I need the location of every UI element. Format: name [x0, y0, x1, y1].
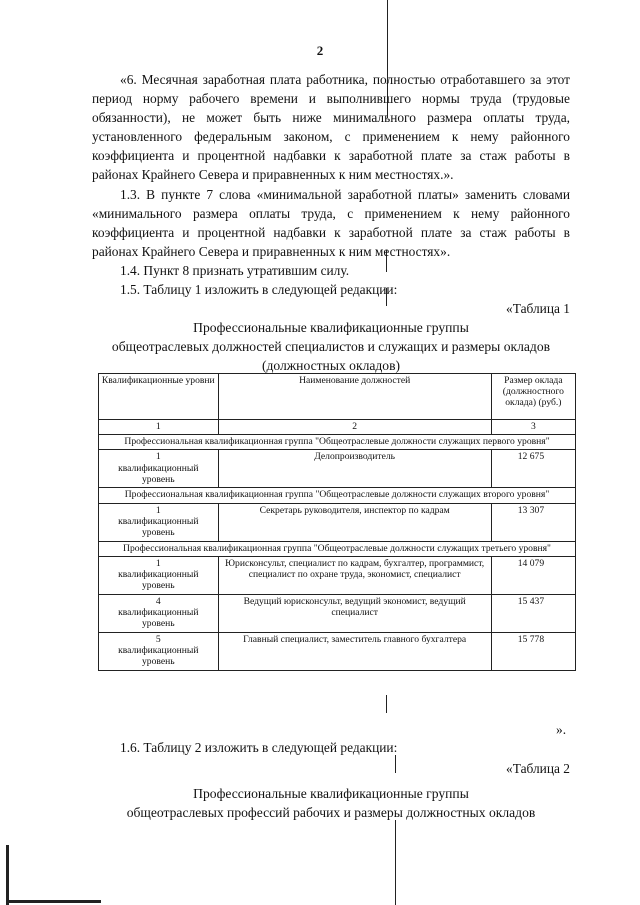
table-row: [99, 632, 576, 670]
salary-cell: [491, 594, 575, 632]
level-number: 1: [155, 451, 161, 463]
scan-artifact-vertical-line: [395, 820, 396, 905]
positions-cell: Юрисконсульт, специалист по кадрам, бухгалтер, программист, специалист по охране труда, экономист, специалист: [218, 556, 491, 594]
level-number: 4: [155, 595, 161, 607]
group-title: Профессиональная квалификационная группа "Общеотраслевые должности служащих третьего уровня": [99, 541, 576, 556]
scan-artifact-corner-line: [6, 900, 101, 903]
level-text: квалификационный уровень: [118, 645, 199, 668]
main-text: [92, 70, 570, 375]
header-salary: Размер оклада (должностного оклада) (руб.): [491, 374, 575, 420]
level-number: 5: [155, 633, 161, 645]
table1-label: «Таблица 1: [506, 301, 570, 317]
positions-cell: Ведущий юрисконсульт, ведущий экономист, ведущий специалист: [218, 594, 491, 632]
salary-value: 14 079: [517, 557, 545, 569]
level-cell: [99, 503, 219, 541]
salary-cell: [491, 503, 575, 541]
table-row: [99, 450, 576, 488]
table1-title-line-3: (должностных окладов): [261, 358, 401, 374]
positions-cell: Секретарь руководителя, инспектор по кадрам: [218, 503, 491, 541]
column-number-row: [99, 420, 576, 435]
salary-table: [98, 373, 576, 671]
scan-artifact-corner-line: [6, 845, 9, 905]
level-cell: [99, 450, 219, 488]
lower-text: [92, 738, 570, 822]
level-text: квалификационный уровень: [118, 569, 199, 592]
column-number: 1: [99, 420, 219, 435]
table-row: [99, 503, 576, 541]
salary-value: 12 675: [517, 451, 545, 463]
paragraph-1-3: 1.3. В пункте 7 слова «минимальной заработной платы» заменить словами «минимального размера оплаты труда, с применением к нему районного коэффициента и процентной надбавки к заработной плате за стаж работы в районах Крайнего Севера и приравненных к ним местностях».: [92, 186, 570, 259]
paragraph-1-5: 1.5. Таблицу 1 изложить в следующей редакции:: [120, 282, 398, 298]
table1-title-line-1: Профессиональные квалификационные группы: [193, 320, 469, 336]
column-number: 2: [218, 420, 491, 435]
table-row: [99, 594, 576, 632]
page-number: 2: [316, 43, 324, 58]
header-positions: Наименование должностей: [218, 374, 491, 420]
group-title: Профессиональная квалификационная группа "Общеотраслевые должности служащих первого уровня": [99, 435, 576, 450]
table2-title-line-1: Профессиональные квалификационные группы: [193, 786, 469, 801]
positions-cell: Делопроизводитель: [218, 450, 491, 488]
salary-value: 15 437: [517, 595, 545, 607]
table2-title-line-2: общеотраслевых профессий рабочих и размеры должностных окладов: [126, 805, 536, 820]
salary-cell: [491, 556, 575, 594]
group-title-row: [99, 435, 576, 450]
salary-cell: [491, 450, 575, 488]
paragraph-1-6: 1.6. Таблицу 2 изложить в следующей редакции:: [120, 740, 398, 755]
level-cell: [99, 556, 219, 594]
table1-closing-quote: ».: [556, 722, 567, 737]
level-text: квалификационный уровень: [118, 462, 199, 485]
level-text: квалификационный уровень: [118, 515, 199, 539]
paragraph-1-4: 1.4. Пункт 8 признать утратившим силу.: [120, 262, 350, 278]
level-cell: [99, 594, 219, 632]
level-cell: [99, 632, 219, 670]
salary-value: 15 778: [517, 633, 545, 645]
paragraph-salary-minimum: «6. Месячная заработная плата работника, полностью отработавшего за этот период норму рабочего времени и выполнившего нормы труда (трудовые обязанности), не может быть ниже минимального размера оплаты труда, установленного федеральным законом, с применением к нему районного коэффициента и процентной надбавки к заработной плате за стаж работы в районах Крайнего Севера и приравненных к ним местностях.».: [92, 72, 570, 183]
salary-cell: [491, 632, 575, 670]
level-number: 1: [155, 557, 161, 569]
table-row: [99, 556, 576, 594]
table2-label: «Таблица 2: [506, 761, 570, 776]
positions-cell: Главный специалист, заместитель главного бухгалтера: [218, 632, 491, 670]
group-title-row: [99, 541, 576, 556]
header-level: Квалификационные уровни: [99, 374, 219, 420]
salary-value: 13 307: [517, 504, 545, 516]
group-title: Профессиональная квалификационная группа "Общеотраслевые должности служащих второго уровня": [99, 488, 576, 503]
group-title-row: [99, 488, 576, 503]
table-header-row: [99, 374, 576, 420]
scan-artifact-vertical-line: [386, 695, 387, 713]
level-text: квалификационный уровень: [118, 607, 199, 630]
table1: [98, 373, 576, 671]
column-number: 3: [491, 420, 575, 435]
level-number: 1: [155, 504, 161, 516]
table1-title-line-2: общеотраслевых должностей специалистов и служащих и размеры окладов: [111, 339, 551, 355]
